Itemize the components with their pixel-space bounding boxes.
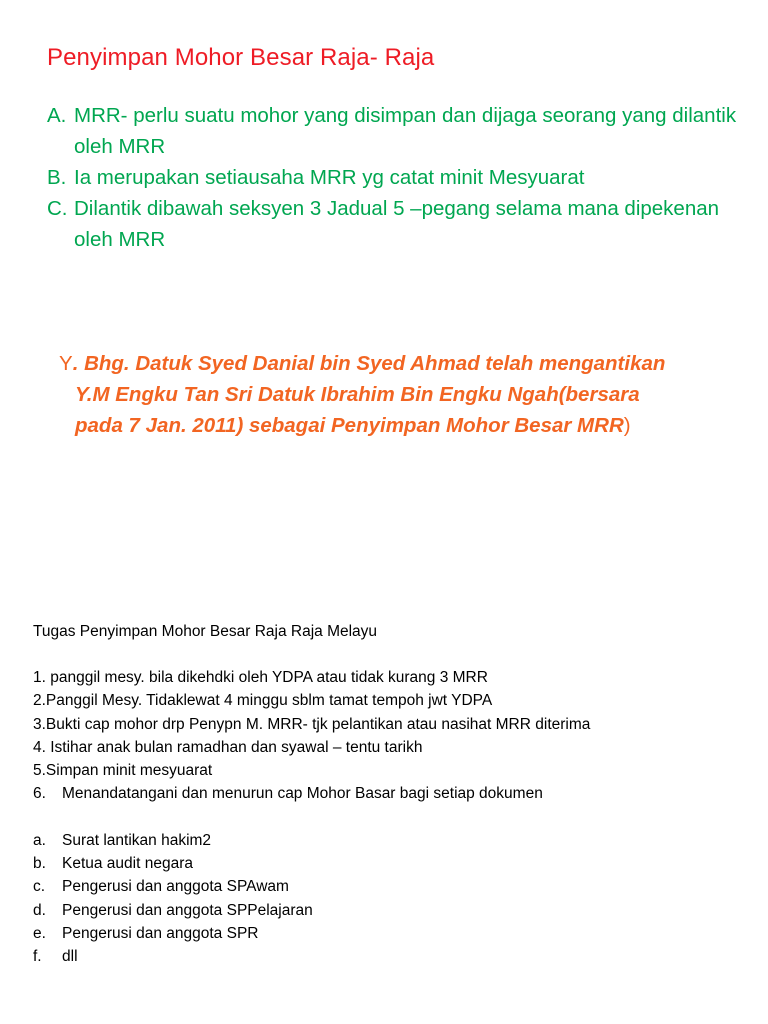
duties-heading: Tugas Penyimpan Mohor Besar Raja Raja Melayu bbox=[33, 623, 378, 640]
list-item bbox=[47, 162, 737, 193]
document-marker: c. bbox=[33, 878, 46, 896]
note-text: pada 7 Jan. 2011) sebagai Penyimpan Mohor Besar MRR bbox=[75, 414, 624, 437]
duties-section bbox=[33, 620, 733, 969]
documents-list bbox=[33, 829, 733, 969]
note-lead: Y bbox=[59, 352, 73, 375]
list-marker: A. bbox=[47, 104, 67, 127]
note-line bbox=[59, 410, 739, 441]
list-marker: C. bbox=[47, 197, 68, 220]
duty-item: 3.Bukti cap mohor drp Penypn M. MRR- tjk pelantikan atau nasihat MRR diterima bbox=[33, 715, 591, 733]
duty-item: 1. panggil mesy. bila dikehdki oleh YDPA atau tidak kurang 3 MRR bbox=[33, 669, 488, 686]
note-line: Y.M Engku Tan Sri Datuk Ibrahim Bin Engku Ngah(bersara bbox=[75, 383, 640, 406]
document-marker: e. bbox=[33, 924, 46, 942]
document-text: Pengerusi dan anggota SPAwam bbox=[62, 878, 289, 896]
list-item-text: MRR- perlu suatu mohor yang disimpan dan dijaga seorang yang dilantik oleh MRR bbox=[74, 104, 737, 158]
slide-title: Penyimpan Mohor Besar Raja- Raja bbox=[47, 44, 435, 71]
document-item bbox=[33, 899, 733, 922]
document-marker: a. bbox=[33, 831, 46, 849]
note-text: . Bhg. Datuk Syed Danial bin Syed Ahmad telah mengantikan bbox=[72, 352, 666, 375]
duty-item: 2.Panggil Mesy. Tidaklewat 4 minggu sblm tamat tempoh jwt YDPA bbox=[33, 692, 493, 710]
note-close: ) bbox=[623, 414, 631, 437]
document-text: dll bbox=[62, 948, 78, 966]
duty-item bbox=[33, 782, 733, 805]
duty-item: 5.Simpan minit mesyuarat bbox=[33, 762, 213, 780]
role-description-list bbox=[47, 100, 737, 255]
document-marker: f. bbox=[33, 948, 42, 966]
list-marker: B. bbox=[47, 166, 67, 189]
list-item-text: Dilantik dibawah seksyen 3 Jadual 5 –pegang selama mana dipekenan oleh MRR bbox=[74, 197, 720, 251]
document-item bbox=[33, 875, 733, 898]
list-item-text: Ia merupakan setiausaha MRR yg catat minit Mesyuarat bbox=[74, 166, 585, 189]
duty-item: 4. Istihar anak bulan ramadhan dan syawal – tentu tarikh bbox=[33, 738, 423, 756]
note-line bbox=[59, 348, 739, 379]
document-text: Pengerusi dan anggota SPPelajaran bbox=[62, 901, 313, 919]
document-item bbox=[33, 945, 733, 968]
duty-marker: 6. bbox=[33, 785, 46, 803]
document-item bbox=[33, 829, 733, 852]
list-item bbox=[47, 193, 737, 255]
list-item bbox=[47, 100, 737, 162]
document-text: Surat lantikan hakim2 bbox=[62, 831, 212, 849]
document-text: Ketua audit negara bbox=[62, 855, 193, 873]
document-marker: d. bbox=[33, 901, 46, 919]
document-text: Pengerusi dan anggota SPR bbox=[62, 924, 259, 942]
duties-numbered-list bbox=[33, 666, 733, 806]
document-marker: b. bbox=[33, 855, 46, 873]
appointment-note bbox=[59, 348, 739, 441]
document-item bbox=[33, 922, 733, 945]
duty-text: Menandatangani dan menurun cap Mohor Basar bagi setiap dokumen bbox=[62, 785, 543, 803]
document-item bbox=[33, 852, 733, 875]
